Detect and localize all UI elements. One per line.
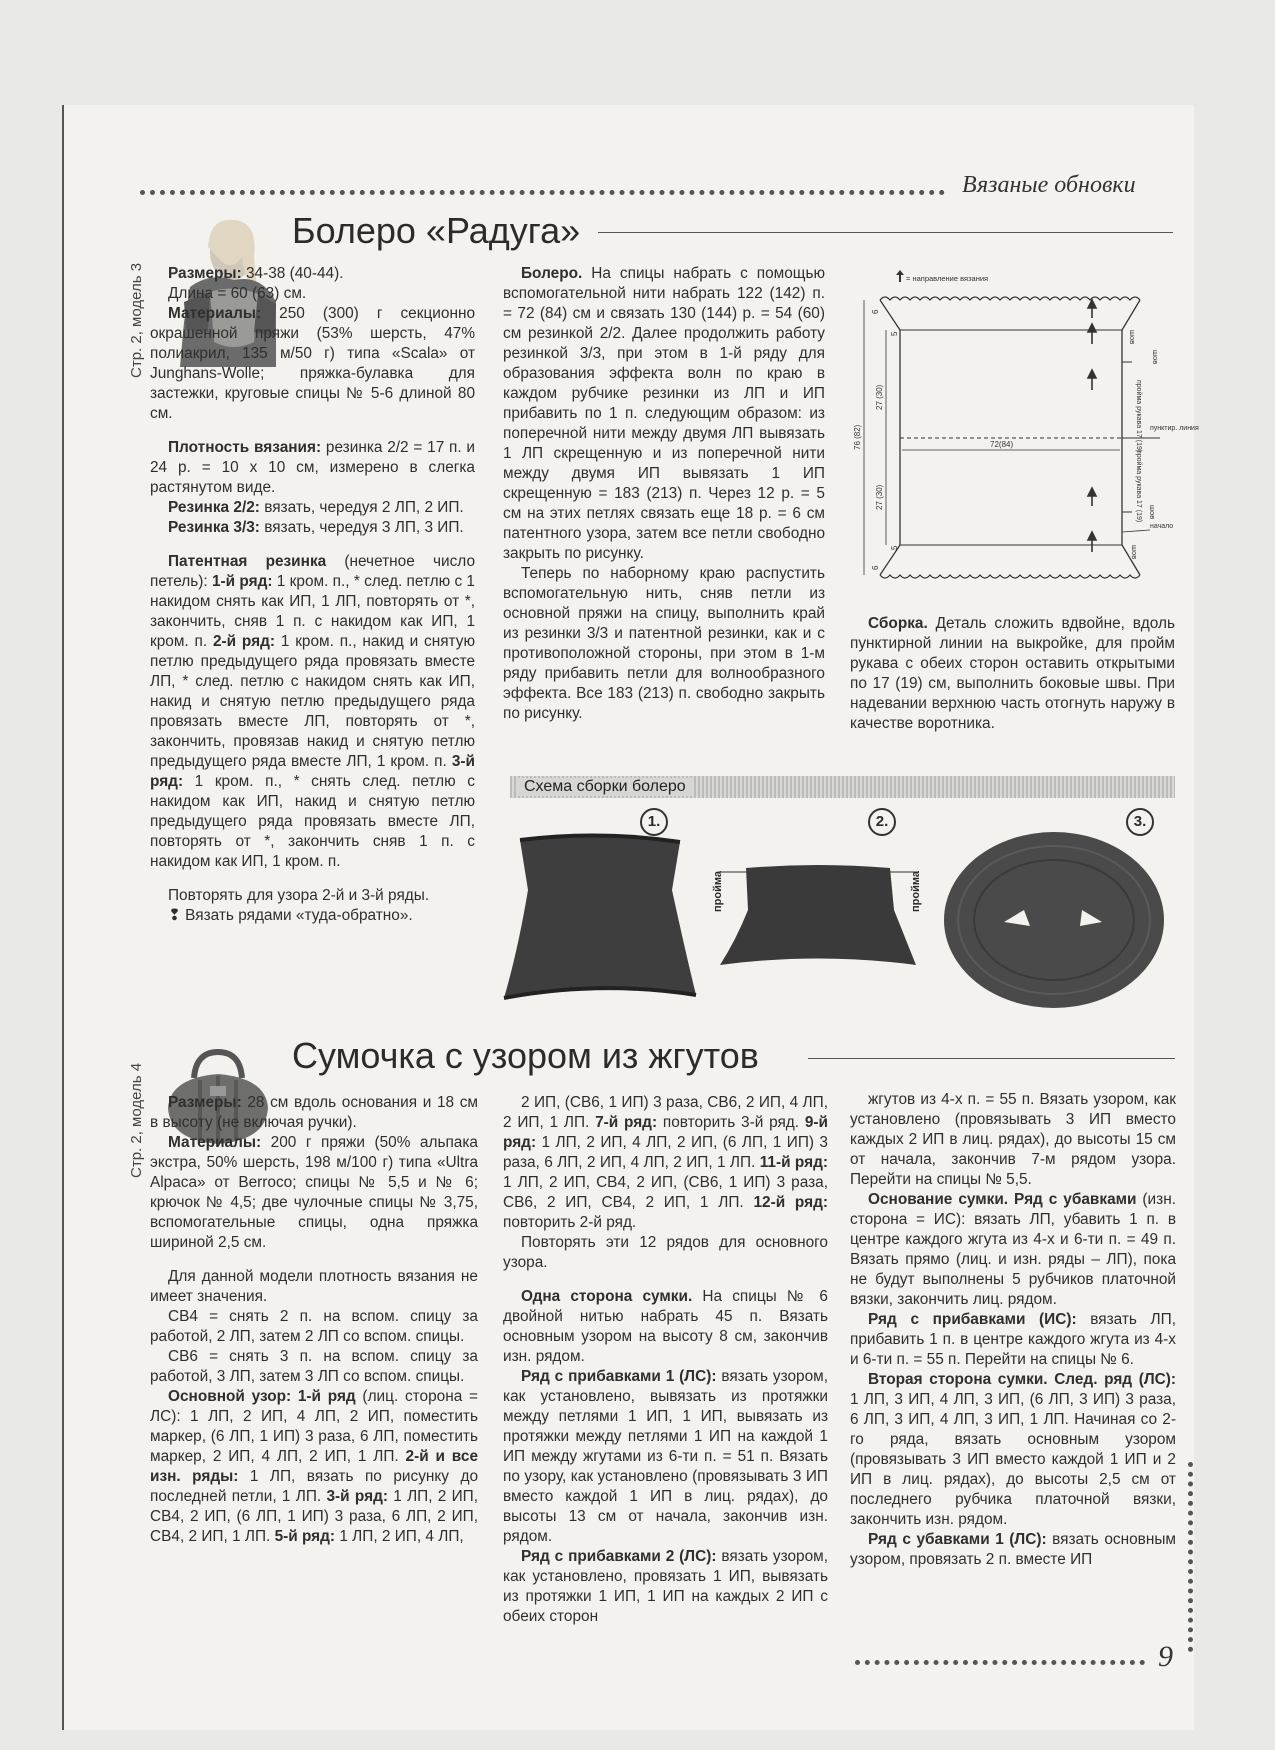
bolero-col1-paragraph: ❢ Вязать рядами «туда-обратно».: [168, 907, 413, 924]
diagram-seam-1: шов: [1128, 330, 1137, 345]
bag-title: Сумочка с узором из жгутов: [292, 1035, 759, 1076]
bag-col1-paragraph: СВ4 = снять 2 п. на вспом. спицу за работой, 2 ЛП, затем 2 ЛП со вспом. спицы.: [150, 1308, 478, 1345]
bag-col1-paragraph: СВ6 = снять 3 п. на вспом. спицу за работой, 3 ЛП, затем 3 ЛП со вспом. спицы.: [150, 1348, 478, 1385]
diagram-left-total: 76 (82): [853, 424, 862, 450]
diagram-width-label: 72(84): [990, 440, 1014, 449]
bag-col2-paragraph: Повторять эти 12 рядов для основного узора.: [503, 1234, 828, 1271]
right-dotted-rule: [1188, 1462, 1193, 1652]
bag-col3-paragraph: жгутов из 4-х п. = 55 п. Вязать узором, как установлено (провязывать 3 ИП вместо каждых 2 ИП в лиц. рядах), до высоты 15 см от начала, закончив 7-м рядом узора. Перейти на спицы № 5,5.: [850, 1091, 1176, 1188]
diagram-left-lower: 27 (30): [875, 484, 884, 510]
bolero-side-label: Стр. 2, модель 3: [128, 262, 145, 378]
scheme-step-1: 1.: [640, 808, 668, 836]
header-dotted-rule: [140, 190, 945, 195]
bolero-col1-paragraph: Резинка 2/2: вязать, чередуя 2 ЛП, 2 ИП.: [168, 499, 464, 516]
scheme-title: Схема сборки болеро: [518, 778, 692, 796]
bolero-col1-paragraph: Размеры: 34-38 (40-44).: [168, 265, 344, 282]
scheme-photo-1-flat-piece: [500, 830, 700, 1005]
bolero-pattern-diagram: [850, 270, 1199, 590]
diagram-edge-5-top: 5: [890, 331, 899, 336]
armhole-label-left: пройма: [712, 871, 724, 912]
bag-col2-paragraph: Одна сторона сумки. На спицы № 6 двойной нитью набрать 45 п. Вязать основным узором на высоту 8 см, закончив изн. рядом.: [503, 1288, 828, 1365]
bolero-col1-paragraph: Резинка 3/3: вязать, чередуя 3 ЛП, 3 ИП.: [168, 519, 464, 536]
diagram-armhole-lower: пройма рукава 17 (19): [1135, 450, 1142, 523]
bolero-title-rule: [598, 232, 1173, 233]
diagram-edge-6-bottom: 6: [871, 565, 880, 570]
diagram-dashed-line-label: пунктир. линия: [1150, 425, 1199, 432]
footer-dotted-rule: [855, 1660, 1145, 1665]
armhole-label-right: пройма: [910, 871, 922, 912]
diagram-edge-5-bottom: 5: [890, 545, 899, 550]
diagram-start-label: начало: [1150, 523, 1174, 530]
diagram-left-upper: 27 (30): [875, 384, 884, 410]
bolero-col1-paragraph: Длина = 60 (63) см.: [168, 285, 307, 302]
bolero-column-2: [503, 264, 825, 724]
bag-col3-paragraph: Ряд с прибавками (ИС): вязать ЛП, прибавить 1 п. в центре каждого жгута из 4-х и 6-ти п. = 55 п. Перейти на спицы № 6.: [850, 1311, 1176, 1368]
section-title: Вязаные обновки: [962, 172, 1136, 198]
bag-column-1: [150, 1093, 478, 1547]
diagram-edge-6-top: 6: [871, 309, 880, 314]
diagram-armhole-upper: пройма рукава 17 (19): [1135, 380, 1142, 453]
scheme-step-3: 3.: [1126, 808, 1154, 836]
bag-col3-paragraph: Основание сумки. Ряд с убавками (изн. сторона = ИС): вязать ЛП, убавить 1 п. в центре каждого жгута из 4-х и 6-ти п. = 49 п. Вязать прямо (лиц. и изн. ряды – ЛП), пока не будут выполнены 5 рубчиков платочной вязки, закончить лиц. рядом.: [850, 1191, 1176, 1308]
bag-col3-paragraph: Ряд с убавками 1 (ЛС): вязать основным узором, провязать 2 п. вместе ИП: [850, 1531, 1176, 1568]
bag-col3-paragraph: Вторая сторона сумки. След. ряд (ЛС): 1 ЛП, 3 ИП, 4 ЛП, 3 ИП, (6 ЛП, 3 ИП) 3 раза, 6 ЛП, 3 ИП, 4 ЛП, 3 ИП, 1 ЛП. Начиная со 2-го ряда, вязать основным узором (провязывать 3 ИП вместо каждой 1 ИП и 2 ИП в лиц. рядах), до высоты 2,5 см от последнего рубчика платочной вязки, закончить изн. рядом.: [850, 1371, 1176, 1528]
bag-col1-paragraph: Материалы: 200 г пряжи (50% альпака экстра, 50% шерсть, 198 м/100 г) типа «Ultra Alpaca» от Berroco; спицы № 5,5 и № 6; крючок № 4,5; две чулочные спицы № 3,75, вспомогательные спицы, одна пряжка шириной 2,5 см.: [150, 1134, 478, 1251]
page-number: 9: [1158, 1640, 1173, 1673]
bolero-col3-paragraph: Сборка. Деталь сложить вдвойне, вдоль пунктирной линии на выкройке, для пройм рукава с обеих сторон оставить открытыми по 17 (19) см, выполнить боковые швы. При надевании верхнюю часть отогнуть наружу в качестве воротника.: [850, 615, 1175, 732]
bolero-column-1: [150, 264, 475, 926]
scheme-photo-2-folded: [718, 860, 918, 970]
bag-side-label: Стр. 2, модель 4: [128, 1062, 145, 1178]
scheme-step-2: 2.: [868, 808, 896, 836]
bag-col2-paragraph: Ряд с прибавками 1 (ЛС): вязать узором, как установлено, вывязать из протяжки между петлями 1 ИП, 1 ИП, вывязать из протяжки между петлями 1 ИП на каждой 1 ИП между жгутами из 6-ти п. = 51 п. Вязать по узору, как установлено (провязывать 3 ИП вместо каждой 1 ИП в лиц. рядах), до высоты 13 см от начала, закончив изн. рядом.: [503, 1368, 828, 1545]
diagram-legend: = направление вязания: [906, 274, 989, 283]
bolero-col2-paragraph: Болеро. На спицы набрать с помощью вспомогательной нити набрать 122 (142) п. = 72 (84) см и связать 130 (144) р. = 54 (60) см резинкой 2/2. Далее продолжить работу резинкой 3/3, при этом в 1-й ряду для образования эффекта волн по краю в каждом рубчике резинки из ЛП и ИП прибавить по 1 п. следующим образом: из поперечной нити между двумя ЛП вывязать 1 ЛП скрещенную и из поперечной нити между двумя ИП вывязать 1 ИП скрещенную = 183 (213) п. Через 12 р. = 5 см на этих петлях связать еще 18 р. = 6 см патентного узора, затем все петли свободно закрыть по рисунку.: [503, 265, 825, 562]
diagram-seam-2: шов: [1151, 350, 1160, 365]
bolero-title: Болеро «Радуга»: [292, 210, 581, 251]
bag-col2-paragraph: Ряд с прибавками 2 (ЛС): вязать узором, как установлено, провязать 1 ИП, вывязать из протяжки 1 ИП, 1 ИП на каждых 2 ИП с обеих сторон: [503, 1548, 828, 1625]
bolero-col2-paragraph: Теперь по наборному краю распустить вспомогательную нить, сняв петли из основной пряжи на спицу, выполнить край из резинки 3/3 и патентной резинки, как и с противоположной стороны, при этом в 1-м ряду прибавить петли для волнообразного эффекта. Все 183 (213) п. свободно закрыть по рисунку.: [503, 565, 825, 722]
bag-title-rule: [808, 1058, 1175, 1059]
diagram-seam-3: шов: [1148, 505, 1157, 520]
bag-col1-paragraph: Размеры: 28 см вдоль основания и 18 см в высоту (не включая ручки).: [150, 1094, 478, 1131]
scheme-photo-3-round: [942, 830, 1167, 1010]
bolero-col1-paragraph: Повторять для узора 2-й и 3-й ряды.: [168, 887, 430, 904]
bolero-col1-paragraph: Материалы: 250 (300) г секционно окрашенной пряжи (53% шерсть, 47% полиакрил, 135 м/50 г) типа «Scala» от Junghans-Wolle; пряжка-булавка для застежки, круговые спицы № 5-6 длиной 80 см.: [150, 305, 475, 422]
bag-column-3: [850, 1090, 1176, 1570]
bolero-column-3: [850, 614, 1175, 734]
bag-col2-paragraph: 2 ИП, (СВ6, 1 ИП) 3 раза, СВ6, 2 ИП, 4 ЛП, 2 ИП, 1 ЛП. 7-й ряд: повторить 3-й ряд. 9-й ряд: 1 ЛП, 2 ИП, 4 ЛП, 2 ИП, (6 ЛП, 1 ИП) 3 раза, 6 ЛП, 2 ИП, 4 ЛП, 2 ИП, 1 ЛП. 11-й ряд: 1 ЛП, 2 ИП, СВ4, 2 ИП, (СВ6, 1 ИП) 3 раза, СВ6, 2 ИП, СВ4, 2 ИП, 1 ЛП. 12-й ряд: повторить 2-й ряд.: [503, 1094, 828, 1231]
bag-col1-paragraph: Основной узор: 1-й ряд (лиц. сторона = ЛС): 1 ЛП, 2 ИП, 4 ЛП, 2 ИП, поместить маркер, (6 ЛП, 1 ИП) 3 раза, 6 ЛП, поместить маркер, 2 ИП, 4 ЛП, 2 ИП, 1 ЛП. 2-й и все изн. ряды: 1 ЛП, вязать по рисунку до последней петли, 1 ЛП. 3-й ряд: 1 ЛП, 2 ИП, СВ4, 2 ИП, (6 ЛП, 1 ИП) 3 раза, 6 ЛП, 2 ИП, СВ4, 2 ИП, 1 ЛП. 5-й ряд: 1 ЛП, 2 ИП, 4 ЛП,: [150, 1388, 479, 1545]
bag-col1-paragraph: Для данной модели плотность вязания не имеет значения.: [150, 1268, 478, 1305]
bolero-col1-paragraph: Патентная резинка (нечетное число петель): 1-й ряд: 1 кром. п., * след. петлю с 1 накидом снять как ИП, 1 ЛП, повторять от *, закончить, сняв 1 п. с накидом как ИП, 1 кром. п. 2-й ряд: 1 кром. п., накид и снятую петлю предыдущего ряда провязать вместе ЛП, * след. петлю с накидом снять как ИП, накид и снятую петлю предыдущего ряда провязать вместе ЛП, повторять от *, закончить, провязав накид и снятую петлю предыдущего ряда вместе ЛП, 1 кром. п. 3-й ряд: 1 кром. п., * снять след. петлю с накидом как ИП, накид и снятую петлю предыдущего ряда провязать вместе ЛП, повторять от *, закончить сняв 1 п. с накидом как ИП, 1 кром. п.: [150, 553, 475, 870]
bag-column-2: [503, 1093, 828, 1627]
bolero-col1-paragraph: Плотность вязания: резинка 2/2 = 17 п. и 24 р. = 10 x 10 см, измерено в слегка растянутом виде.: [150, 439, 475, 496]
diagram-seam-4: шов: [1130, 545, 1139, 560]
